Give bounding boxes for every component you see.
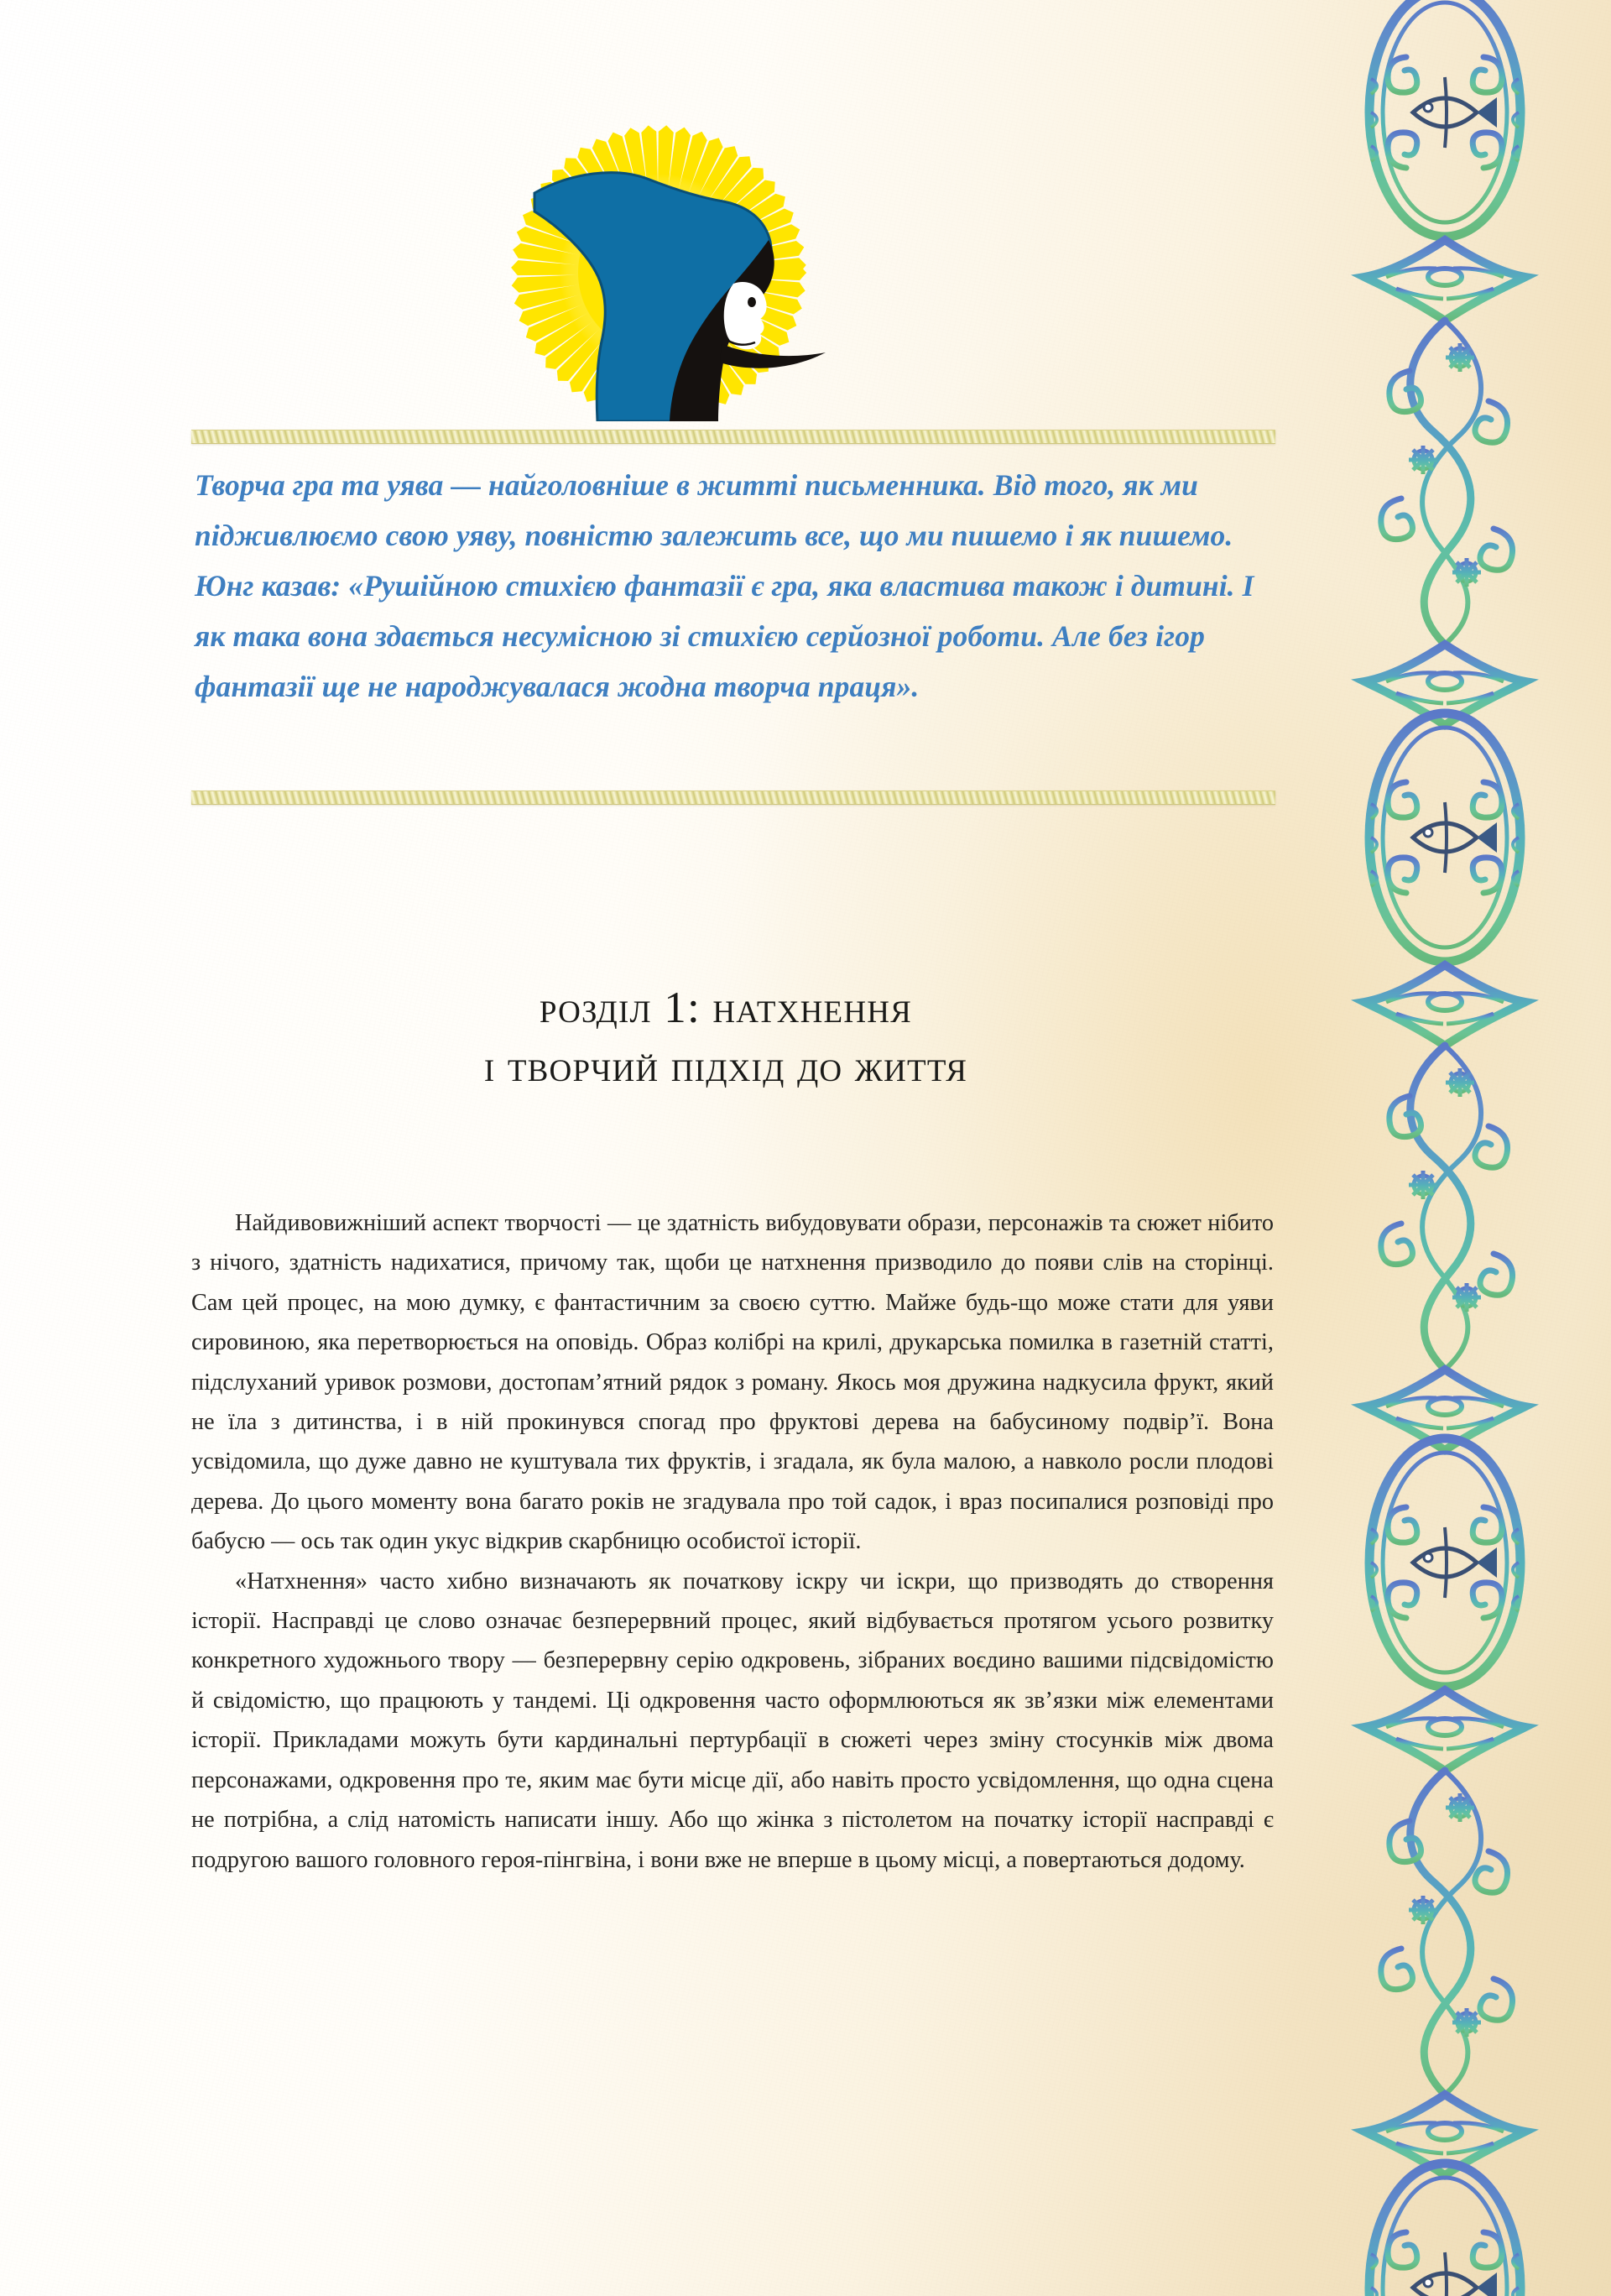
chapter-body (191, 1203, 1274, 1880)
ornamental-side-border (1309, 0, 1611, 2296)
chapter-title (168, 978, 1284, 1096)
chapter-title-line-2: і творчий підхід до життя (483, 1041, 968, 1091)
sunburst-icon (511, 125, 826, 421)
body-paragraph: «Натхнення» часто хибно визначають як початкову іскру чи іскри, що призводять до створення історії. Насправді це слово означає безперервний процес, який відбувається протягом усього розвитку конкретного художнього твору — безперервну серію одкровень, зібраних воєдино вашими підсвідомістю й свідомістю, що працюють у тандемі. Ці одкровення часто оформлюються як зв’язки між елементами історії. Прикладами можуть бути кардинальні пертурбації в сюжеті через зміну стосунків між двома персонажами, одкровення про те, яким має бути місце дії, або навіть просто усвідомлення, що одна сцена не потрібна, а слід натомість написати іншу. Або що жінка з пістолетом на початку історії насправді є подругою вашого головного героя-пінгвіна, і вони вже не вперше в цьому місці, а повертаються додому. (191, 1568, 1274, 1873)
decorative-rule-top (191, 430, 1275, 444)
decorative-rule-bottom (191, 791, 1275, 805)
chapter-epigraph: Творча гра та уява — найголовніше в житті письменника. Від того, як ми підживлюємо свою уяву, повністю залежить все, що ми пишемо і як пишемо. Юнг казав: «Рушійною стихією фантазії є гра, яка властива також і дитині. І як така вона здається несумісною зі стихією серйозної роботи. Але без ігор фантазії ще не народжувалася жодна творча праця». (195, 468, 1254, 703)
body-paragraph: Найдивовижніший аспект творчості — це здатність вибудовувати образи, персонажів та сюжет нібито з нічого, здатність надихатися, причому так, щоби це натхнення призводило до появи слів на сторінці. Сам цей процес, на мою думку, є фантастичним за своєю суттю. Майже будь-що може стати для уяви сировиною, яка перетворюється на оповідь. Образ колібрі на крилі, друкарська помилка в газетній статті, підслуханий уривок розмови, достопам’ятний рядок з роману. Якось моя дружина надкусила фрукт, який не їла з дитинства, і в ній прокинувся спогад про фруктові дерева на бабусиному подвір’ї. Вона усвідомила, що дуже давно не куштувала тих фруктів, і згадала, як була малою, а навколо росли плодові дерева. До цього моменту вона багато років не згадувала про той садок, і враз посипалися розповіді про бабусю — ось так один укус відкрив скарбницю особистої історії. (191, 1210, 1274, 1555)
chapter-title-line-1: розділ 1: натхнення (539, 983, 913, 1032)
chapter-header-illustration (470, 92, 847, 428)
